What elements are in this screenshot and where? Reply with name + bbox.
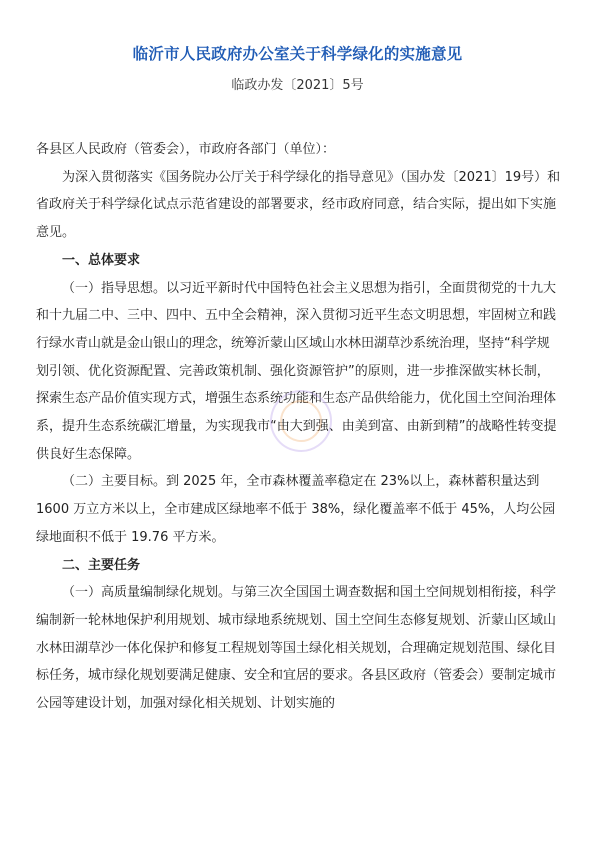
intro-paragraph: 为深入贯彻落实《国务院办公厅关于科学绿化的指导意见》（国办发〔2021〕19号）和省政府关于科学绿化试点示范省建设的部署要求，经市政府同意，结合实际，提出如下实施意见。 (36, 169, 561, 241)
document-number: 临政办发〔2021〕5号 (231, 78, 364, 93)
paragraph-guiding-ideology: （一）指导思想。以习近平新时代中国特色社会主义思想为指引，全面贯彻党的十九大和十九届二中、三中、四中、五中全会精神，深入贯彻习近平生态文明思想，牢固树立和践行绿水青山就是金山银山的理念，统筹沂蒙山区域山水林田湖草沙系统治理，坚持“科学规划引领、优化资源配置、完善政策机制、强化资源管护”的原则，进一步推深做实林长制，探索生态产品价值实现方式，增强生态系统功能和生态产品供给能力，优化国土空间治理体系，提升生态系统碳汇增量，为实现我市“由大到强、由美到富、由新到精”的战略性转变提供良好生态保障。 (36, 280, 557, 462)
paragraph-main-goals: （二）主要目标。到 2025 年，全市森林覆盖率稳定在 23%以上，森林蓄积量达到 1600 万立方米以上，全市建成区绿地率不低于 38%，绿化覆盖率不低于 45%，人均公园绿地面积不低于 19.76 平方米。 (36, 474, 556, 545)
paragraph-greening-planning: （一）高质量编制绿化规划。与第三次全国国土调查数据和国土空间规划相衔接，科学编制新一轮林地保护利用规划、城市绿地系统规划、国土空间生态修复规划、沂蒙山区域山水林田湖草沙一体化保护和修复工程规划等国土绿化相关规划，合理确定规划范围、绿化目标任务，城市绿化规划要满足健康、安全和宜居的要求。各县区政府（管委会）要制定城市公园等建设计划，加强对绿化相关规划、计划实施的 (36, 585, 557, 712)
document-title: 临沂市人民政府办公室关于科学绿化的实施意见 (132, 45, 463, 63)
document-body (36, 136, 561, 718)
section-heading-main-tasks: 二、主要任务 (62, 557, 141, 573)
salutation: 各县区人民政府（管委会），市政府各部门（单位）： (36, 142, 336, 157)
section-heading-general-requirements: 一、总体要求 (62, 252, 141, 268)
